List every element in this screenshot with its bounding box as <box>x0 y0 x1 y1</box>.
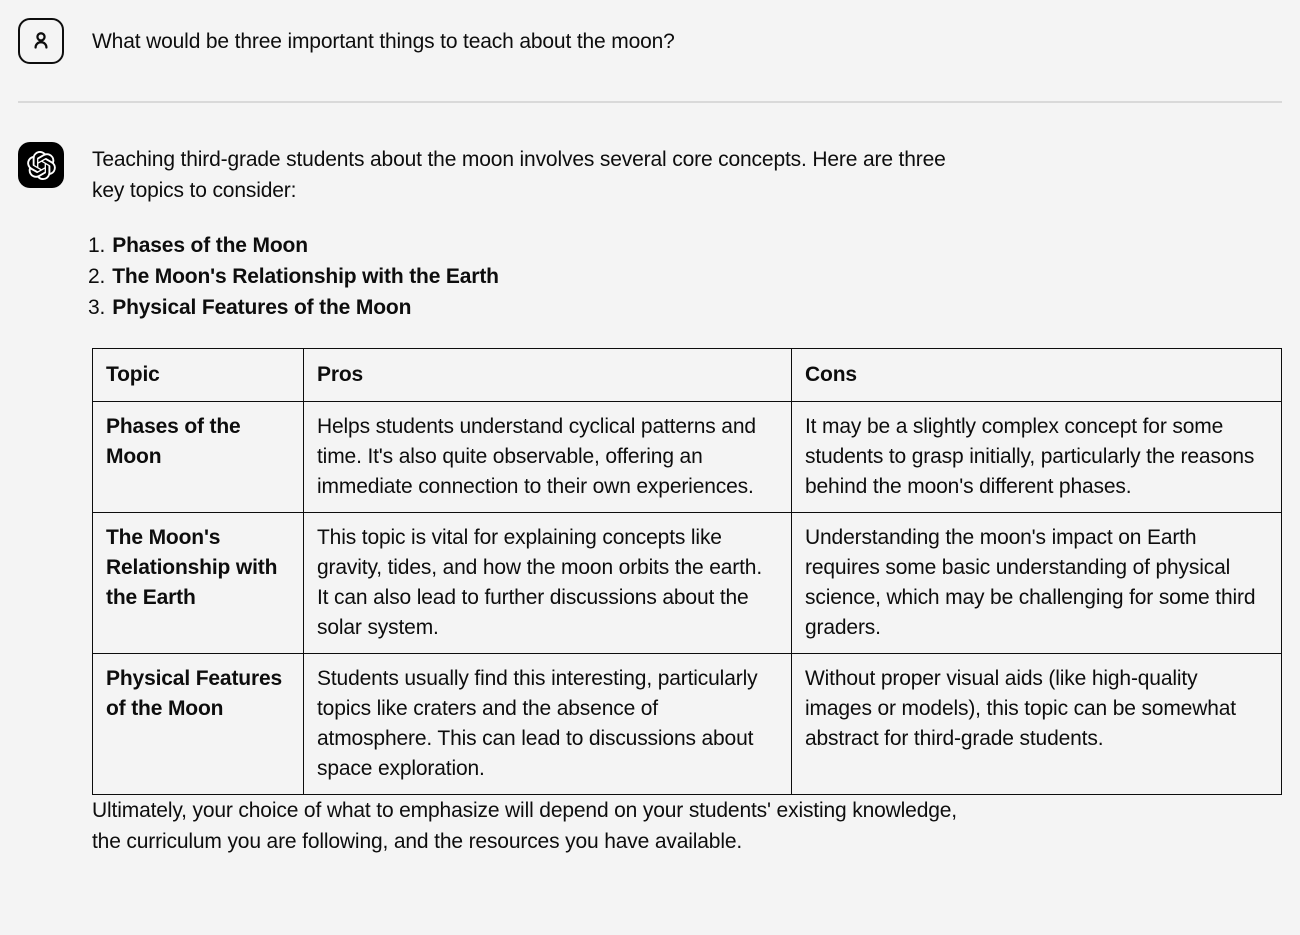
pros-cons-table <box>92 348 1282 795</box>
assistant-message <box>18 142 1282 857</box>
table-cell-pros: This topic is vital for explaining concepts like gravity, tides, and how the moon orbits the earth. It can also lead to further discussions about the solar system. <box>304 513 792 654</box>
list-item <box>88 230 1282 261</box>
user-message <box>18 18 1282 64</box>
table-header-pros: Pros <box>304 349 792 402</box>
assistant-closing-text: Ultimately, your choice of what to emphasize will depend on your students' existing knowledge, the curriculum you are following, and the resources you have available. <box>92 799 957 853</box>
table-cell-topic: Phases of the Moon <box>93 402 304 513</box>
list-item <box>88 261 1282 292</box>
table-header-row <box>93 349 1282 402</box>
table-row <box>93 402 1282 513</box>
list-item-label: Physical Features of the Moon <box>112 296 412 319</box>
message-divider <box>18 101 1282 103</box>
assistant-avatar <box>18 142 64 188</box>
table-cell-topic: Physical Features of the Moon <box>93 654 304 795</box>
person-icon <box>28 28 54 54</box>
table-cell-cons: Without proper visual aids (like high-quality images or models), this topic can be somewhat abstract for third-grade students. <box>792 654 1282 795</box>
table-cell-pros: Students usually find this interesting, particularly topics like craters and the absence of atmosphere. This can lead to discussions about space exploration. <box>304 654 792 795</box>
list-item-number: 3. <box>88 296 106 319</box>
table-cell-cons: It may be a slightly complex concept for some students to grasp initially, particularly the reasons behind the moon's different phases. <box>792 402 1282 513</box>
table-cell-cons: Understanding the moon's impact on Earth requires some basic understanding of physical science, which may be challenging for some third graders. <box>792 513 1282 654</box>
table-row <box>93 513 1282 654</box>
list-item <box>88 292 1282 323</box>
user-message-content <box>92 18 1282 57</box>
table-header-topic: Topic <box>93 349 304 402</box>
table-header-cons: Cons <box>792 349 1282 402</box>
topic-list <box>88 230 1282 323</box>
list-item-label: Phases of the Moon <box>112 234 308 257</box>
table-row <box>93 654 1282 795</box>
list-item-label: The Moon's Relationship with the Earth <box>112 265 499 288</box>
table-cell-pros: Helps students understand cyclical patterns and time. It's also quite observable, offering an immediate connection to their own experiences. <box>304 402 792 513</box>
list-item-number: 1. <box>88 234 106 257</box>
user-avatar <box>18 18 64 64</box>
table-cell-topic: The Moon's Relationship with the Earth <box>93 513 304 654</box>
openai-logo-icon <box>27 151 56 180</box>
assistant-message-content <box>88 142 1282 857</box>
list-item-number: 2. <box>88 265 106 288</box>
assistant-intro-text: Teaching third-grade students about the moon involves several core concepts. Here are three key topics to consider: <box>92 148 946 202</box>
user-message-text: What would be three important things to teach about the moon? <box>92 30 675 53</box>
